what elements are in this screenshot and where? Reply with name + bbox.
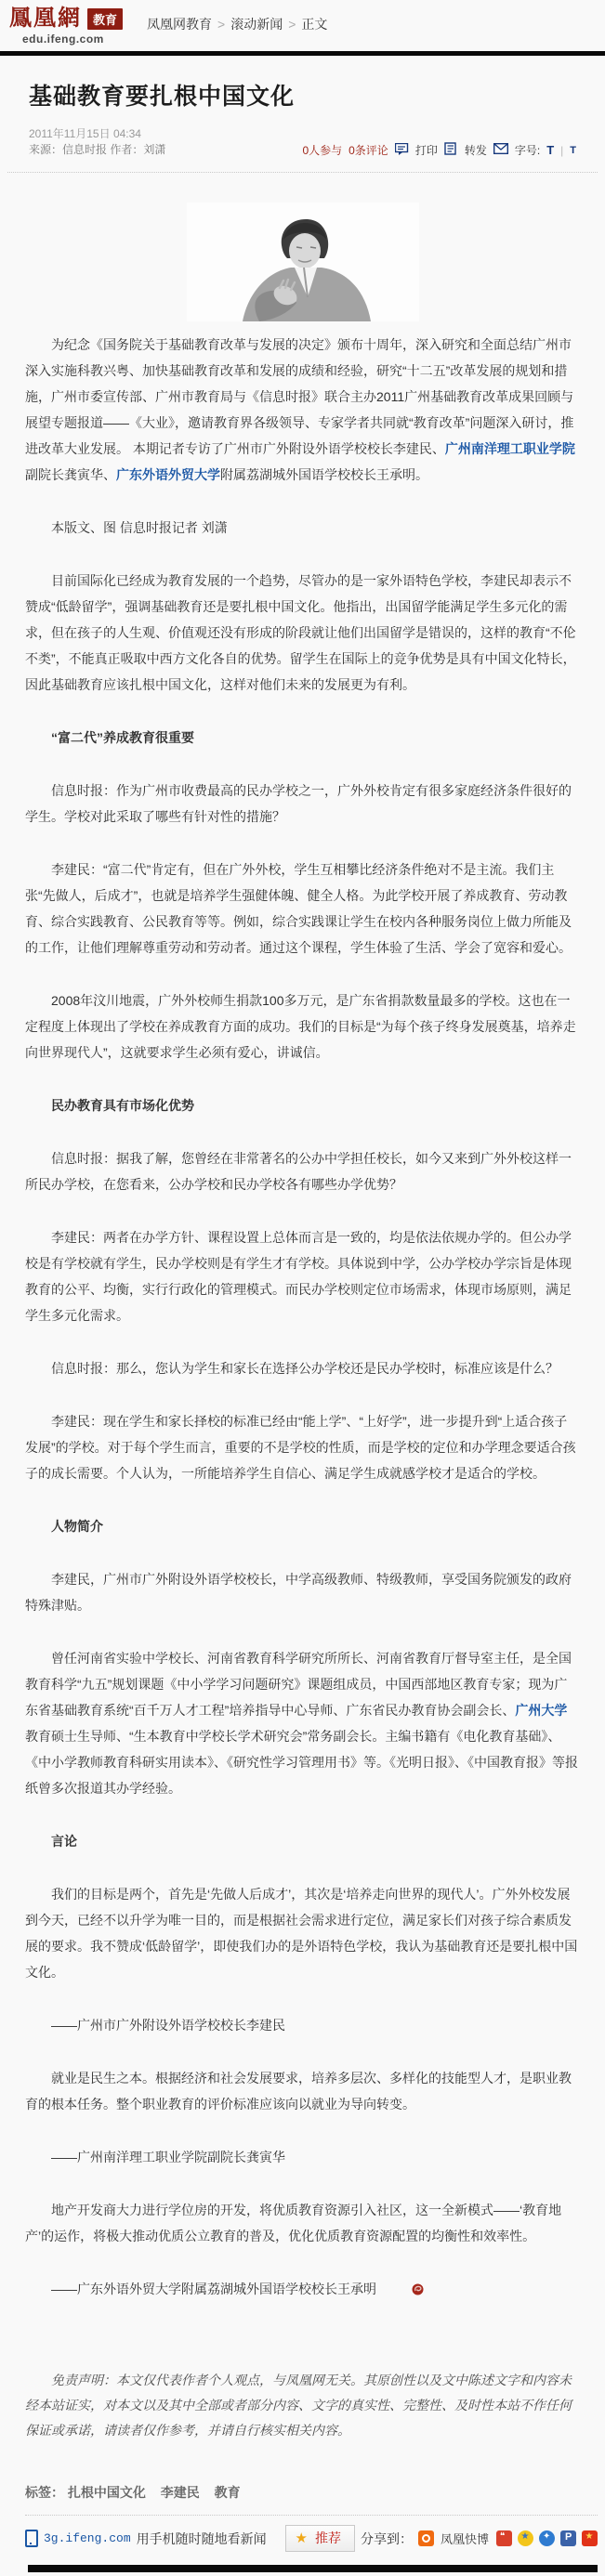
phoenix-kuaibo-icon[interactable]: [418, 2530, 434, 2546]
kuaibo-label[interactable]: 凤凰快博: [440, 2532, 489, 2546]
section-heading: [25, 1513, 580, 1539]
recommend-button[interactable]: [285, 2525, 355, 2552]
source-author: 来源：信息时报 作者：刘潇: [29, 143, 166, 156]
article-paragraph: [25, 332, 580, 488]
paragraph-text: 目前国际化已经成为教育发展的一个趋势，尽管办的是一家外语特色学校，李建民却表示不赞成“低龄留学”，强调基础教育还是要扎根中国文化。他指出，出国留学能满足学生多元化的需求，但在孩子的人生观、价值观还没有形成的阶段就让他们出国留学是错误的，这样的教育“不伦不类”，不能真正吸取中西方文化各自的优势。留学生在国际上的竞争优势是具有中国文化特长，因此基础教育应该扎根中国文化，这样对他们未来的发展更为有利。: [25, 573, 576, 692]
article-paragraph: [25, 1566, 580, 1618]
paragraph-text: 附属荔湖城外国语学校校长王承明。: [220, 467, 428, 482]
share-service-2-icon[interactable]: [518, 2530, 533, 2546]
disclaimer-text: 免责声明：本文仅代表作者个人观点，与凤凰网无关。其原创性以及文中陈述文字和内容未经本站证实，对本文以及其中全部或者部分内容、文字的真实性、完整性、及时性本站不作任何保证或承诺，请读者仅作参考，并请自行核实相关内容。: [25, 2374, 572, 2439]
paragraph-text: 信息时报：作为广州市收费最高的民办学校之一，广外外校肯定有很多家庭经济条件很好的学生。学校对此采取了哪些有针对性的措施？: [25, 783, 572, 824]
paragraph-text: 曾任河南省实验中学校长、河南省教育科学研究所所长、河南省教育厅督导室主任，是全国教育科学“九五”规划课题《中小学学习问题研究》课题组成员，中国西部地区教育专家；现为广东省基础教育系统“百千万人才工程”培养指导中心导师、广东省民办教育协会副会长、: [25, 1651, 572, 1718]
article-photo-container: [0, 203, 605, 326]
article-paragraph: [25, 568, 580, 698]
fontsize-separator: |: [560, 143, 564, 157]
tag-link[interactable]: 李建民: [160, 2485, 200, 2500]
article-paragraph: [25, 2144, 580, 2170]
paragraph-text: ——广州市广外附设外语学校校长李建民: [51, 2018, 285, 2033]
article-paragraph: [25, 778, 580, 830]
inline-link[interactable]: 广州南洋理工职业学院: [444, 441, 575, 456]
breadcrumb-separator: >: [217, 17, 226, 32]
paragraph-text: 地产开发商大力进行学位房的开发，将优质教育资源引入社区，这一全新模式——‘教育地产’的运作，将极大推动优质公立教育的普及，优化优质教育资源配置的均衡性和效率性。: [25, 2203, 562, 2243]
mobile-site-text: 用手机随时随地看新闻: [136, 2530, 267, 2546]
phoenix-logo[interactable]: 鳳凰網: [9, 7, 82, 31]
article-paragraph: [25, 515, 580, 541]
paragraph-text: 副院长龚寅华、: [25, 467, 116, 482]
article-meta: [29, 126, 576, 158]
article-photo: [187, 203, 419, 321]
fontsize-label: 字号:: [514, 144, 541, 157]
tag-link[interactable]: 教育: [214, 2485, 241, 2500]
paragraph-text: ——广州南洋理工职业学院副院长龚寅华: [51, 2150, 285, 2164]
article-paragraph: [25, 2012, 580, 2038]
fontsize-increase-button[interactable]: T: [546, 143, 555, 157]
page-header: [0, 0, 605, 46]
paragraph-text: 2008年汶川地震，广外外校师生捐款100多万元，是广东省捐款数量最多的学校。这也在一定程度上体现出了学校在养成教育方面的成功。我们的目标是“为每个孩子终身发展奠基，培养走向世界现代人”，这就要求学生必须有爱心，讲诚信。: [25, 993, 576, 1060]
section-heading: [25, 1092, 580, 1118]
paragraph-text: 李建民：两者在办学方针、课程设置上总体而言是一致的，均是依法依规办学的。但公办学校是有学校就有学生，民办学校则是有学生才有学校。具体说到中学，公办学校办学宗旨是体现教育的公平、均衡，实行行政化的管理模式。而民办学校则定位市场需求，体现市场原则，满足学生多元化需求。: [25, 1230, 572, 1323]
inline-link[interactable]: 广州大学: [515, 1703, 568, 1718]
share-service-5-icon[interactable]: [582, 2530, 598, 2546]
paragraph-text: 信息时报：据我了解，您曾经在非常著名的公办中学担任校长，如今又来到广外外校这样一所民办学校，在您看来，公办学校和民办学校各有哪些办学优势？: [25, 1151, 572, 1192]
breadcrumb-separator: >: [288, 17, 296, 32]
paragraph-text: 李建民，广州市广外附设外语学校校长，中学高级教师、特级教师，享受国务院颁发的政府特殊津贴。: [25, 1572, 572, 1613]
paragraph-text: 人物简介: [51, 1519, 103, 1534]
forward-link[interactable]: 转发: [464, 144, 487, 157]
paragraph-text: 为纪念《国务院关于基础教育改革与发展的决定》颁布十周年，深入研究和全面总结广州市深入实施科教兴粤、加快基础教育改革和发展的成绩和经验，研究“十二五”改革发展的规划和措施，广州市委宣传部、广州市教育局与《信息时报》联合主办2011广州基础教育改革成果回顾与展望专题报道——《大业》，邀请教育界各级领导、专家学者共同就“教育改革”问题深入研讨，推进改革大业发展。 本期记者专访了广州市广外附设外语学校校长李建民、: [25, 337, 574, 456]
share-service-1-icon[interactable]: [496, 2530, 512, 2546]
participants-link[interactable]: 0人参与: [302, 144, 343, 157]
share-service-3-icon[interactable]: [539, 2530, 555, 2546]
page-title: 基础教育要扎根中国文化: [29, 84, 296, 110]
phoenix-end-mark-icon: [386, 2278, 424, 2304]
share-service-4-icon[interactable]: [560, 2530, 576, 2546]
star-icon: ★: [295, 2530, 308, 2546]
paragraph-text: 民办教育具有市场化优势: [51, 1098, 194, 1113]
comment-bubble-icon[interactable]: [395, 143, 409, 158]
paragraph-text: 信息时报：那么，您认为学生和家长在选择公办学校还是民办学校时，标准应该是什么？: [51, 1361, 559, 1376]
print-link[interactable]: 打印: [414, 144, 438, 157]
bottom-divider-bar: [28, 2565, 598, 2572]
breadcrumb-section[interactable]: 滚动新闻: [230, 17, 283, 32]
mobile-site-link[interactable]: 3g.ifeng.com: [44, 2531, 131, 2545]
paragraph-text: “富二代”养成教育很重要: [51, 730, 194, 745]
site-logo[interactable]: [9, 7, 123, 46]
tag-link[interactable]: 扎根中国文化: [67, 2485, 146, 2500]
section-heading: [25, 1828, 580, 1854]
paragraph-text: 就业是民生之本。根据经济和社会发展要求，培养多层次、多样化的技能型人才，是职业教育的根本任务。整个职业教育的评价标准应该向以就业为导向转变。: [25, 2071, 572, 2112]
footer-bar: [0, 2516, 605, 2552]
breadcrumb-channel[interactable]: 凤凰网教育: [147, 17, 213, 32]
channel-badge[interactable]: 教育: [87, 8, 123, 30]
article-paragraph: [25, 1355, 580, 1381]
header-divider-bar: [0, 51, 605, 56]
tags-label: 标签：: [25, 2485, 64, 2500]
article-paragraph: [25, 1224, 580, 1328]
paragraph-text: ——广东外语外贸大学附属荔湖城外国语学校校长王承明: [51, 2282, 376, 2296]
paragraph-text: 李建民：现在学生和家长择校的标准已经由“能上学”、“上好学”，进一步提升到“上适合孩子发展”的学校。对于每个学生而言，重要的不是学校的性质，而是学校的定位和办学理念要适合孩子的成长需要。个人认为，一所能培养学生自信心、满足学生成就感学校才是适合的学校。: [25, 1414, 576, 1481]
paragraph-text: 言论: [51, 1834, 77, 1849]
disclaimer: [0, 2369, 605, 2444]
tags-row: [0, 2483, 605, 2502]
print-icon[interactable]: [444, 142, 458, 158]
article-paragraph: [25, 1145, 580, 1197]
article-paragraph: [25, 2197, 580, 2249]
paragraph-text: 教育硕士生导师、“生本教育中学校长学术研究会”常务副会长。主编书籍有《电化教育基础》、《中小学教师教育科研实用读本》、《研究性学习管理用书》等。《光明日报》、《中国教育报》等报纸曾多次报道其办学经验。: [25, 1729, 578, 1796]
mobile-phone-icon: [25, 2530, 38, 2547]
article-paragraph: [25, 2065, 580, 2117]
article-paragraph: [25, 1408, 580, 1486]
inline-link[interactable]: 广东外语外贸大学: [116, 467, 220, 482]
share-label: 分享到：: [360, 2530, 413, 2546]
article-paragraph: [25, 856, 580, 961]
fontsize-decrease-button[interactable]: T: [570, 144, 576, 156]
article-paragraph: [25, 2276, 580, 2304]
comments-link[interactable]: 0条评论: [349, 144, 388, 157]
article-paragraph: [25, 1881, 580, 1985]
site-domain[interactable]: edu.ifeng.com: [22, 33, 104, 46]
breadcrumb: [147, 15, 327, 33]
paragraph-text: 李建民：“富二代”肯定有，但在广外外校，学生互相攀比经济条件绝对不是主流。我们主张“先做人，后成才”，也就是培养学生强健体魄、健全人格。为此学校开展了养成教育、劳动教育、综合实践教育、公民教育等等。例如，综合实践课让学生在校内各种服务岗位上做力所能及的工作，让他们理解尊重劳动和劳动者。通过这个课程，学生体验了生活、学会了宽容和爱心。: [25, 862, 572, 955]
recommend-label: 推荐: [314, 2530, 341, 2545]
meta-divider: [7, 172, 598, 173]
envelope-icon[interactable]: [493, 143, 508, 157]
publish-date: 2011年11月15日 04:34: [29, 127, 141, 140]
section-heading: [25, 725, 580, 751]
article-paragraph: [25, 987, 580, 1066]
paragraph-text: 我们的目标是两个，首先是‘先做人后成才’，其次是‘培养走向世界的现代人’。广外外校发展到今天，已经不以升学为唯一目的，而是根据社会需求进行定位，满足家长们对孩子综合素质发展的要求。我不赞成‘低龄留学’，即使我们办的是外语特色学校，我认为基础教育还是要扎根中国文化。: [25, 1887, 578, 1980]
article-paragraph: [25, 1645, 580, 1801]
article-body: [0, 332, 605, 2304]
paragraph-text: 本版文、图 信息时报记者 刘潇: [51, 520, 228, 535]
breadcrumb-current: 正文: [301, 17, 328, 32]
